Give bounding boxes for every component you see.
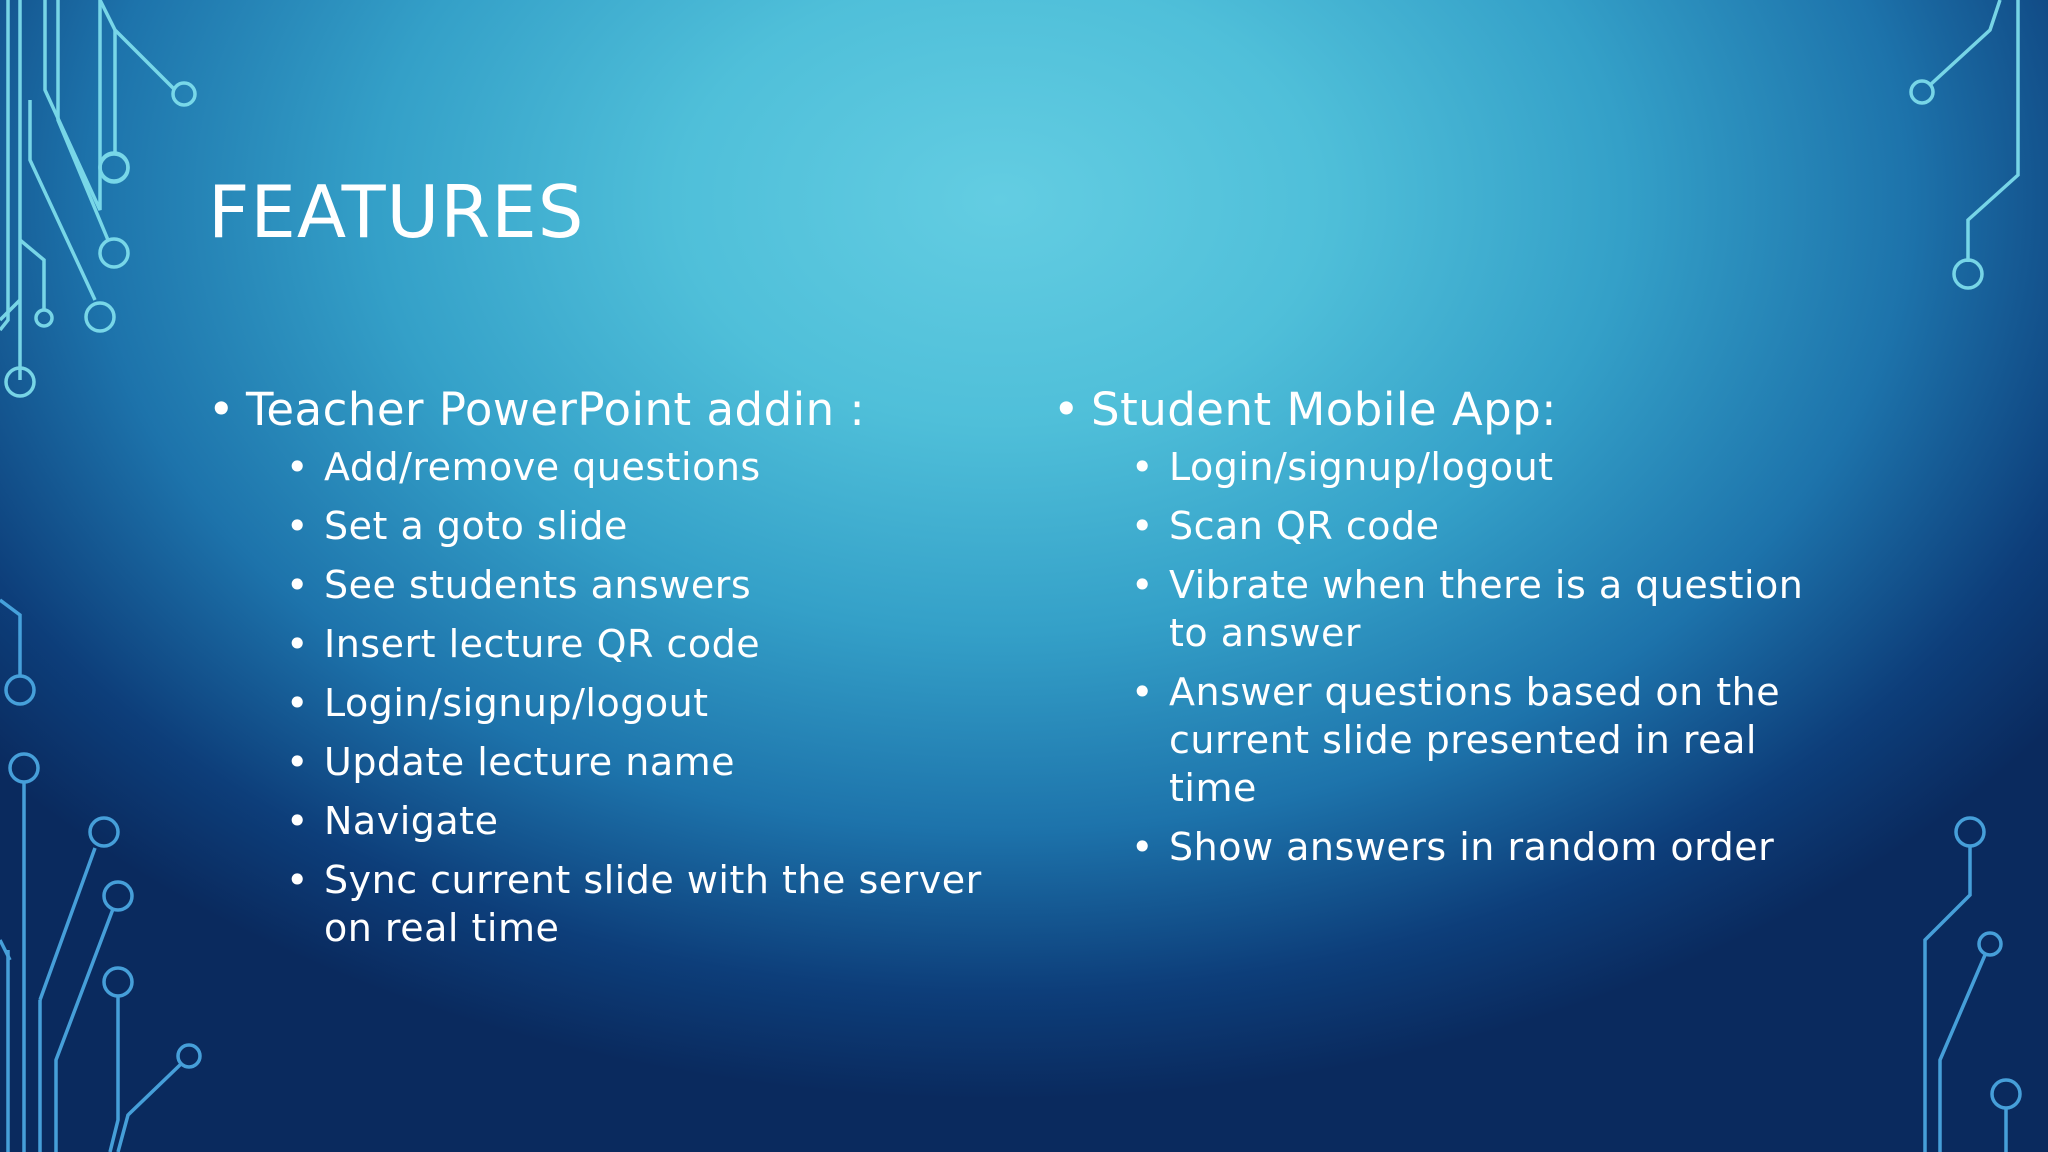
list-item: [286, 620, 1008, 668]
list-item: [1131, 561, 1853, 657]
list-item: [286, 797, 1008, 845]
list-item-text: Set a goto slide: [324, 504, 628, 548]
bullet-icon: •: [1131, 445, 1154, 489]
list-item-text: Answer questions based on the current slide presented in real time: [1169, 670, 1781, 810]
bullet-icon: •: [286, 445, 309, 489]
bullet-icon: •: [1131, 670, 1154, 714]
list-item: [1131, 443, 1853, 491]
list-item-text: Sync current slide with the server on real time: [324, 858, 982, 950]
bullet-icon: •: [1131, 504, 1154, 548]
slide-title: FEATURES: [208, 170, 585, 254]
list-item: [286, 561, 1008, 609]
left-column: [208, 382, 1008, 963]
right-column-heading: Student Mobile App:: [1091, 383, 1557, 436]
bullet-icon: •: [286, 563, 309, 607]
bullet-icon: •: [1053, 383, 1080, 436]
bullet-icon: •: [286, 858, 309, 902]
bullet-icon: •: [1131, 825, 1154, 869]
right-column: [1053, 382, 1853, 882]
right-heading-item: [1053, 382, 1853, 437]
bullet-icon: •: [286, 799, 309, 843]
list-item: [286, 679, 1008, 727]
bullet-icon: •: [286, 740, 309, 784]
list-item-text: See students answers: [324, 563, 752, 607]
left-heading-item: [208, 382, 1008, 437]
bullet-icon: •: [286, 622, 309, 666]
list-item-text: Login/signup/logout: [324, 681, 709, 725]
list-item-text: Insert lecture QR code: [324, 622, 761, 666]
list-item-text: Show answers in random order: [1169, 825, 1775, 869]
left-column-heading: Teacher PowerPoint addin :: [246, 383, 866, 436]
list-item: [286, 738, 1008, 786]
list-item: [1131, 502, 1853, 550]
list-item: [286, 502, 1008, 550]
list-item-text: Scan QR code: [1169, 504, 1440, 548]
bullet-icon: •: [286, 504, 309, 548]
bullet-icon: •: [286, 681, 309, 725]
list-item-text: Add/remove questions: [324, 445, 761, 489]
bullet-icon: •: [208, 383, 235, 436]
list-item: [1131, 668, 1853, 812]
bullet-icon: •: [1131, 563, 1154, 607]
list-item: [1131, 823, 1853, 871]
list-item: [286, 856, 1008, 952]
list-item-text: Navigate: [324, 799, 499, 843]
list-item-text: Vibrate when there is a question to answer: [1169, 563, 1804, 655]
list-item-text: Update lecture name: [324, 740, 736, 784]
list-item-text: Login/signup/logout: [1169, 445, 1554, 489]
list-item: [286, 443, 1008, 491]
